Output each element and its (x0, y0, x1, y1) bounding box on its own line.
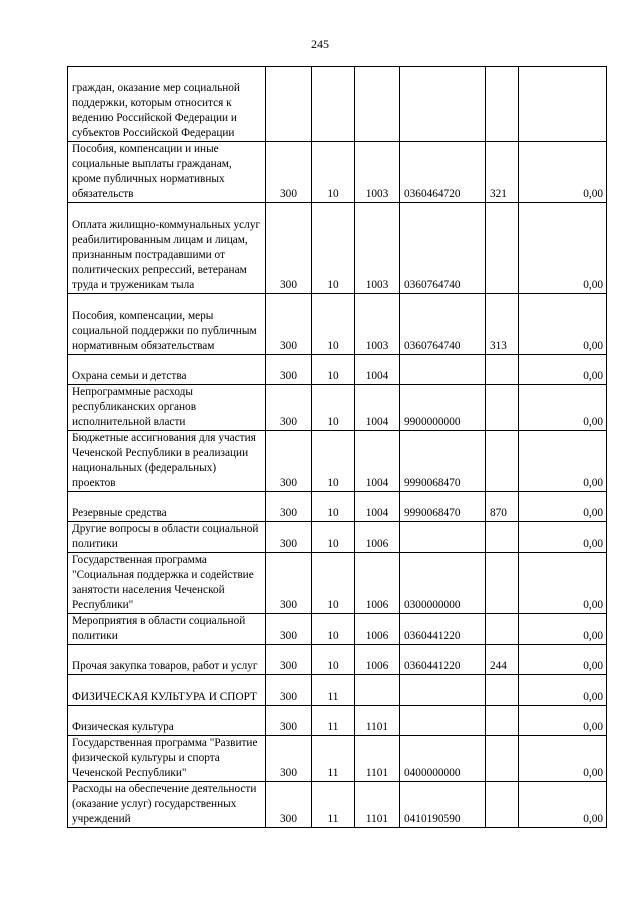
section-code-cell: 10 (312, 294, 355, 355)
target-article-cell: 9990068470 (400, 492, 486, 522)
target-article-cell (400, 355, 486, 385)
admin-code-cell: 300 (266, 385, 312, 431)
table-row (68, 706, 607, 736)
section-code-cell: 10 (312, 645, 355, 675)
admin-code-cell: 300 (266, 203, 312, 294)
table-row (68, 67, 607, 142)
section-code-cell: 10 (312, 355, 355, 385)
admin-code-cell: 300 (266, 782, 312, 828)
table-row (68, 645, 607, 675)
admin-code-cell: 300 (266, 492, 312, 522)
subsection-code-cell: 1101 (355, 736, 400, 782)
admin-code-cell: 300 (266, 522, 312, 553)
expense-type-cell: 870 (486, 492, 519, 522)
table-row (68, 203, 607, 294)
expense-type-cell (486, 553, 519, 614)
amount-cell: 0,00 (519, 294, 607, 355)
target-article-cell: 0410190590 (400, 782, 486, 828)
admin-code-cell: 300 (266, 645, 312, 675)
expense-type-cell (486, 782, 519, 828)
admin-code-cell: 300 (266, 614, 312, 645)
amount-cell: 0,00 (519, 522, 607, 553)
expense-type-cell (486, 203, 519, 294)
table-row (68, 385, 607, 431)
admin-code-cell: 300 (266, 294, 312, 355)
section-code-cell: 10 (312, 614, 355, 645)
section-code-cell: 11 (312, 706, 355, 736)
target-article-cell: 0360464720 (400, 142, 486, 203)
table-row (68, 675, 607, 706)
subsection-code-cell: 1006 (355, 522, 400, 553)
expense-type-cell (486, 67, 519, 142)
section-code-cell: 10 (312, 203, 355, 294)
expense-type-cell (486, 614, 519, 645)
amount-cell: 0,00 (519, 142, 607, 203)
amount-cell: 0,00 (519, 645, 607, 675)
target-article-cell: 0400000000 (400, 736, 486, 782)
subsection-code-cell: 1006 (355, 553, 400, 614)
table-row (68, 492, 607, 522)
section-code-cell: 10 (312, 492, 355, 522)
budget-table (67, 66, 607, 828)
table-row (68, 142, 607, 203)
row-name-cell: Непрограммные расходы республиканских органов исполнительной власти (68, 385, 266, 431)
section-code-cell: 10 (312, 431, 355, 492)
target-article-cell: 9990068470 (400, 431, 486, 492)
row-name-cell: Другие вопросы в области социальной политики (68, 522, 266, 553)
amount-cell: 0,00 (519, 431, 607, 492)
row-name-cell: Физическая культура (68, 706, 266, 736)
target-article-cell: 0360441220 (400, 614, 486, 645)
target-article-cell: 0360441220 (400, 645, 486, 675)
table-row (68, 294, 607, 355)
amount-cell: 0,00 (519, 355, 607, 385)
admin-code-cell: 300 (266, 706, 312, 736)
admin-code-cell: 300 (266, 355, 312, 385)
subsection-code-cell: 1004 (355, 355, 400, 385)
subsection-code-cell (355, 675, 400, 706)
expense-type-cell (486, 706, 519, 736)
subsection-code-cell: 1003 (355, 294, 400, 355)
target-article-cell: 9900000000 (400, 385, 486, 431)
target-article-cell (400, 675, 486, 706)
admin-code-cell: 300 (266, 736, 312, 782)
admin-code-cell (266, 67, 312, 142)
row-name-cell: Прочая закупка товаров, работ и услуг (68, 645, 266, 675)
row-name-cell: Мероприятия в области социальной политики (68, 614, 266, 645)
table-row (68, 614, 607, 645)
page-number: 245 (311, 37, 329, 51)
target-article-cell: 0360764740 (400, 294, 486, 355)
subsection-code-cell: 1004 (355, 431, 400, 492)
admin-code-cell: 300 (266, 553, 312, 614)
row-name-cell: ФИЗИЧЕСКАЯ КУЛЬТУРА И СПОРТ (68, 675, 266, 706)
table-row (68, 355, 607, 385)
row-name-cell: Пособия, компенсации, меры социальной поддержки по публичным нормативным обязательствам (68, 294, 266, 355)
row-name-cell: Пособия, компенсации и иные социальные выплаты гражданам, кроме публичных нормативных обязательств (68, 142, 266, 203)
subsection-code-cell: 1003 (355, 142, 400, 203)
expense-type-cell (486, 675, 519, 706)
expense-type-cell (486, 385, 519, 431)
section-code-cell: 11 (312, 736, 355, 782)
subsection-code-cell: 1006 (355, 614, 400, 645)
row-name-cell: Охрана семьи и детства (68, 355, 266, 385)
target-article-cell (400, 522, 486, 553)
table-row (68, 782, 607, 828)
amount-cell: 0,00 (519, 203, 607, 294)
amount-cell (519, 67, 607, 142)
section-code-cell (312, 67, 355, 142)
target-article-cell: 0300000000 (400, 553, 486, 614)
subsection-code-cell: 1101 (355, 782, 400, 828)
target-article-cell: 0360764740 (400, 203, 486, 294)
expense-type-cell: 321 (486, 142, 519, 203)
subsection-code-cell: 1004 (355, 385, 400, 431)
section-code-cell: 10 (312, 522, 355, 553)
row-name-cell: Расходы на обеспечение деятельности (оказание услуг) государственных учреждений (68, 782, 266, 828)
table-row (68, 522, 607, 553)
row-name-cell: граждан, оказание мер социальной поддержки, которым относится к ведению Российской Федерации и субъектов Российской Федерации (68, 67, 266, 142)
section-code-cell: 10 (312, 553, 355, 614)
subsection-code-cell: 1101 (355, 706, 400, 736)
target-article-cell (400, 67, 486, 142)
subsection-code-cell: 1006 (355, 645, 400, 675)
expense-type-cell: 244 (486, 645, 519, 675)
table-body (68, 67, 607, 828)
expense-type-cell (486, 736, 519, 782)
expense-type-cell (486, 431, 519, 492)
subsection-code-cell (355, 67, 400, 142)
admin-code-cell: 300 (266, 142, 312, 203)
subsection-code-cell: 1003 (355, 203, 400, 294)
amount-cell: 0,00 (519, 553, 607, 614)
amount-cell: 0,00 (519, 736, 607, 782)
table-row (68, 431, 607, 492)
row-name-cell: Оплата жилищно-коммунальных услуг реабилитированным лицам и лицам, признанным пострадавшими от политических репрессий, ветеранам труда и труженикам тыла (68, 203, 266, 294)
row-name-cell: Государственная программа "Развитие физической культуры и спорта Чеченской Республики" (68, 736, 266, 782)
table-row (68, 553, 607, 614)
amount-cell: 0,00 (519, 706, 607, 736)
row-name-cell: Государственная программа "Социальная поддержка и содействие занятости населения Чеченской Республики" (68, 553, 266, 614)
section-code-cell: 10 (312, 142, 355, 203)
row-name-cell: Бюджетные ассигнования для участия Чеченской Республики в реализации национальных (федеральных) проектов (68, 431, 266, 492)
target-article-cell (400, 706, 486, 736)
section-code-cell: 11 (312, 782, 355, 828)
amount-cell: 0,00 (519, 385, 607, 431)
amount-cell: 0,00 (519, 782, 607, 828)
expense-type-cell (486, 522, 519, 553)
section-code-cell: 10 (312, 385, 355, 431)
table-row (68, 736, 607, 782)
amount-cell: 0,00 (519, 614, 607, 645)
section-code-cell: 11 (312, 675, 355, 706)
expense-type-cell (486, 355, 519, 385)
amount-cell: 0,00 (519, 492, 607, 522)
admin-code-cell: 300 (266, 675, 312, 706)
expense-type-cell: 313 (486, 294, 519, 355)
admin-code-cell: 300 (266, 431, 312, 492)
row-name-cell: Резервные средства (68, 492, 266, 522)
subsection-code-cell: 1004 (355, 492, 400, 522)
amount-cell: 0,00 (519, 675, 607, 706)
